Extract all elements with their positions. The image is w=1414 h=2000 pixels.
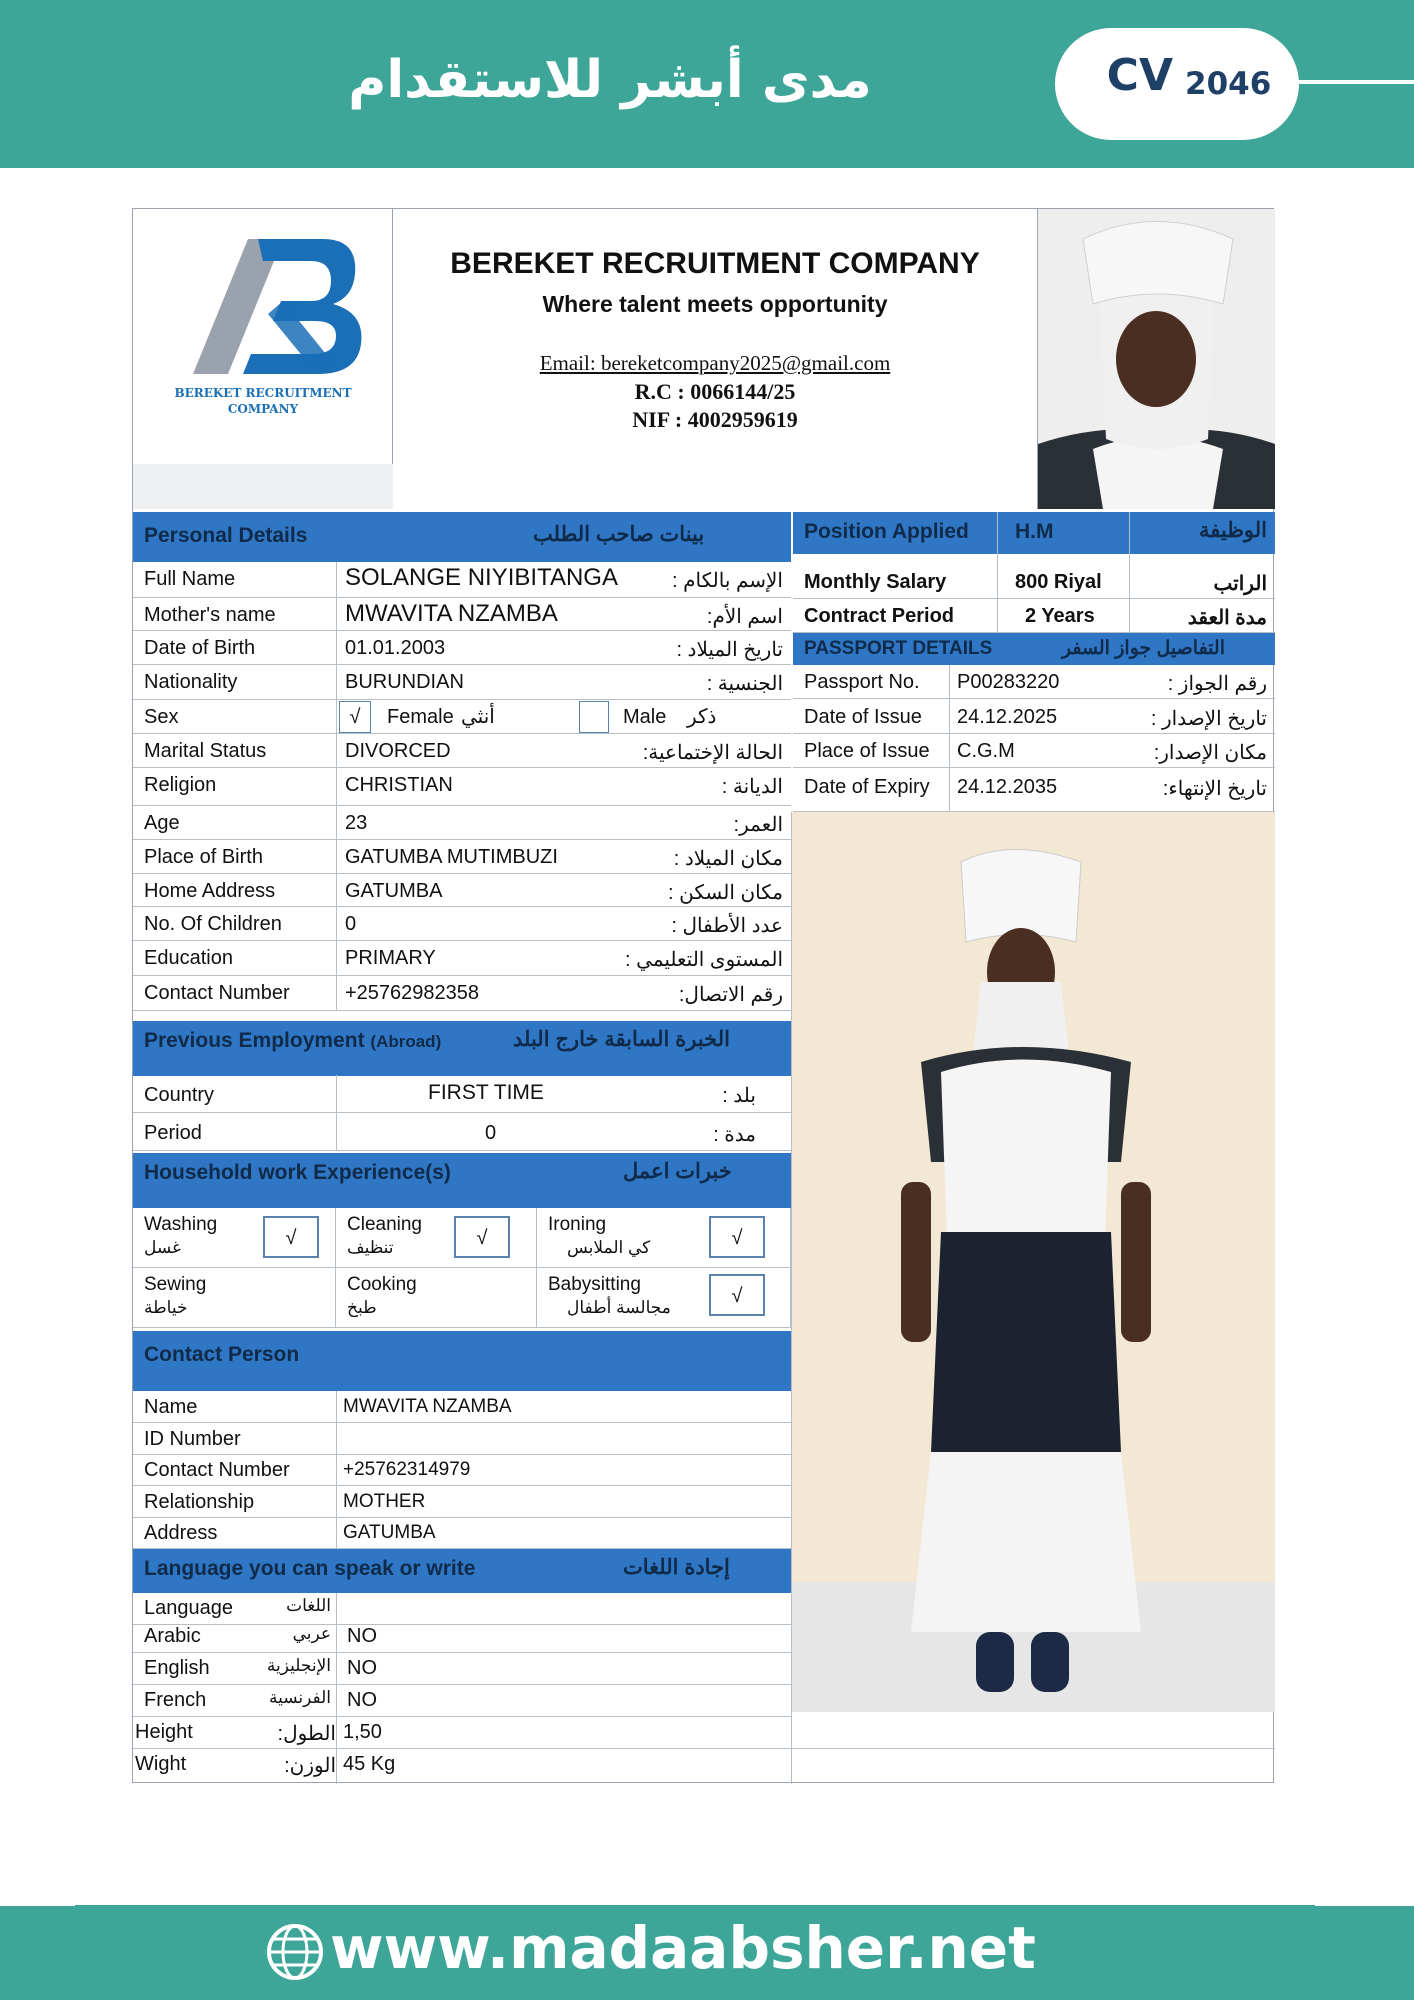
row-label: Address [144,1522,218,1544]
company-nif: NIF : 4002959619 [632,407,798,432]
row-label-ar: الديانة : [721,776,783,798]
row-label: Education [144,947,233,969]
passport-header: PASSPORT DETAILS التفاصيل جواز السفر [793,633,1275,665]
row-label-ar: تاريخ الإنتهاء: [1162,778,1267,800]
contact-person-header: Contact Person [133,1331,791,1391]
row-value: NO [347,1625,377,1647]
row-value: GATUMBA [343,1522,436,1543]
globe-icon [265,1922,325,1982]
row-label-ar: اللغات [286,1596,331,1615]
row-value: SOLANGE NIYIBITANGA [345,564,618,591]
household-checkbox[interactable]: √ [709,1216,765,1258]
full-body-figure-icon [791,812,1275,1712]
row-label: Mother's name [144,604,276,626]
row-label-ar: مكان الإصدار: [1153,742,1267,764]
row-label-ar: مكان السكن : [668,882,783,904]
household-checkbox[interactable]: √ [263,1216,319,1258]
row-value: P00283220 [957,671,1060,693]
passport-row [793,700,1275,734]
row-label-ar: رقم الاتصال: [678,984,783,1006]
position-divider [997,512,998,633]
cv-label: CV [1106,50,1173,101]
blank-row-1 [791,1717,1275,1749]
row-label-ar: الإنجليزية [266,1656,331,1675]
row-label-ar: رقم الجواز : [1167,673,1267,695]
row-label: Arabic [144,1625,201,1647]
household-label: Cooking [347,1274,417,1295]
row-label: Marital Status [144,740,267,762]
portrait-photo [1038,209,1275,509]
language-divider [336,1593,337,1784]
row-value: 24.12.2025 [957,706,1058,728]
row-value: 0 [345,913,357,935]
household-label-ar: مجالسة أطفال [567,1298,671,1317]
household-label: Ironing [548,1214,607,1235]
household-cell [336,1268,537,1328]
row-value: C.G.M [957,740,1015,762]
company-tagline: Where talent meets opportunity [542,291,888,317]
website-url[interactable]: www.madaabsher.net [330,1914,1036,1982]
row-label: Place of Birth [144,846,263,868]
passport-row [793,770,1275,812]
banner-line [1296,80,1414,84]
salary-row: Monthly Salary 800 Riyal الراتب [793,565,1275,599]
household-label-ar: طبخ [347,1298,377,1317]
previous-employment-header: Previous Employment (Abroad) الخبرة السابقة خارج البلد [133,1021,791,1076]
household-label-ar: تنظيف [347,1238,394,1257]
row-value: MWAVITA NZAMBA [343,1396,512,1417]
sex-checkbox-male[interactable] [579,701,609,733]
row-label: Age [144,812,180,834]
personal-row [133,598,791,631]
row-label: Sex [144,706,179,728]
personal-row [133,907,791,941]
household-cell [133,1268,336,1328]
row-label-ar: العمر: [733,814,783,836]
full-body-photo [791,812,1275,1712]
household-label: Washing [144,1214,218,1235]
personal-row [133,840,791,874]
row-label: Language [144,1597,233,1619]
household-label: Sewing [144,1274,207,1295]
personal-divider [336,562,337,1011]
row-label: Full Name [144,568,236,590]
row-value: GATUMBA [345,880,443,902]
row-value: +25762982358 [345,982,480,1004]
row-value: CHRISTIAN [345,774,453,796]
language-header: Language you can speak or write إجادة اللغات [133,1549,791,1593]
site-title: مدى أبشر للاستقدام [348,50,872,110]
sex-female-ar: أنثي [461,706,495,728]
company-logo [133,209,393,509]
row-label: French [144,1689,207,1711]
row-value: PRIMARY [345,947,436,969]
personal-details-header: Personal Details بينات صاحب الطلب [133,512,791,562]
center-divider [791,812,792,1784]
row-value: 24.12.2035 [957,776,1058,798]
row-label: Name [144,1396,198,1418]
row-label: English [144,1657,210,1679]
row-label-ar: الجنسية : [706,673,783,695]
position-divider-2 [1129,512,1130,633]
row-label-ar: الإسم بالكام : [672,570,783,592]
row-value: 23 [345,812,368,834]
row-label: Place of Issue [804,740,930,762]
row-label-ar: عربي [292,1624,331,1643]
row-label: No. Of Children [144,913,282,935]
household-cell [537,1208,791,1268]
sex-female-label: Female [387,706,454,728]
row-value: GATUMBA MUTIMBUZI [345,846,558,868]
row-label: Relationship [144,1491,255,1513]
household-cell [537,1268,791,1328]
personal-row [133,941,791,976]
row-label-ar: تاريخ الميلاد : [676,639,783,661]
company-info [393,209,1038,509]
row-label: Contact Number [144,982,290,1004]
row-value: MWAVITA NZAMBA [345,600,558,627]
personal-row [133,562,791,598]
row-value: NO [347,1689,377,1711]
row-value: MOTHER [343,1491,426,1512]
weight-row: Wight الوزن: 45 Kg [135,1753,396,1777]
row-value: +25762314979 [343,1459,471,1480]
cv-card [132,208,1274,1783]
contact-divider [336,1391,337,1549]
cv-number: 2046 [1185,66,1272,102]
household-label: Babysitting [548,1274,641,1295]
household-label-ar: خياطة [144,1298,188,1317]
contact-row [133,1423,791,1455]
passport-divider [949,665,950,812]
company-email[interactable]: Email: bereketcompany2025@gmail.com [539,351,891,375]
logo-footer [133,464,393,509]
language-row [133,1653,791,1685]
household-label: Cleaning [347,1214,422,1235]
employment-country-row: Country FIRST TIME بلد : [133,1075,791,1113]
personal-row [133,700,791,734]
logo-caption: BEREKET RECRUITMENT COMPANY [174,386,352,416]
company-rc: R.C : 0066144/25 [634,379,796,404]
row-value: BURUNDIAN [345,671,464,693]
rb-logo-icon [133,209,393,379]
cv-badge [1055,28,1299,140]
personal-row [133,874,791,907]
position-header: Position Applied H.M الوظيفة [793,512,1275,554]
contact-row [133,1391,791,1423]
row-label: Passport No. [804,671,920,693]
sex-male-ar: ذكر [687,706,717,728]
contact-row [133,1486,791,1518]
household-header: Household work Experience(s) خبرات اعمل [133,1153,791,1208]
personal-row [133,665,791,700]
row-label: Religion [144,774,217,796]
row-value: 01.01.2003 [345,637,446,659]
row-value: DIVORCED [345,740,451,762]
personal-row [133,976,791,1011]
contact-row [133,1517,791,1549]
sex-male-label: Male [623,706,667,728]
row-label: Contact Number [144,1459,290,1481]
row-label: Home Address [144,880,276,902]
company-name: BEREKET RECRUITMENT COMPANY [450,247,980,280]
personal-row [133,631,791,665]
row-label-ar: اسم الأم: [706,606,783,628]
row-label-ar: المستوى التعليمي : [625,949,783,971]
employment-divider [336,1075,337,1151]
row-label: Date of Expiry [804,776,930,798]
row-label-ar: تاريخ الإصدار : [1150,708,1267,730]
household-cell [133,1208,336,1268]
household-label-ar: كي الملابس [567,1238,651,1257]
personal-row [133,806,791,840]
row-label: Nationality [144,671,238,693]
contact-row [133,1454,791,1486]
row-label-ar: عدد الأطفال : [671,915,783,937]
row-label-ar: الفرنسية [268,1688,331,1707]
household-label-ar: غسل [144,1238,181,1257]
row-label: ID Number [144,1428,241,1450]
passport-row [793,734,1275,768]
height-row: Height الطول: 1,50 [133,1717,791,1749]
passport-row [793,665,1275,699]
employment-period-row: Period 0 مدة : [133,1113,791,1151]
language-row [133,1621,791,1653]
row-value: NO [347,1657,377,1679]
household-checkbox[interactable]: √ [709,1274,765,1316]
row-label-ar: الحالة الإختماعية: [642,742,783,764]
portrait-figure-icon [1038,209,1275,509]
contract-period-row: Contract Period 2 Years مدة العقد [793,599,1275,633]
sex-checkbox-female[interactable]: √ [339,701,371,733]
language-row [133,1685,791,1717]
row-label-ar: مكان الميلاد : [673,848,783,870]
household-cell [336,1208,537,1268]
row-label: Date of Birth [144,637,256,659]
personal-row [133,768,791,806]
personal-row [133,734,791,768]
household-checkbox[interactable]: √ [454,1216,510,1258]
row-label: Date of Issue [804,706,922,728]
